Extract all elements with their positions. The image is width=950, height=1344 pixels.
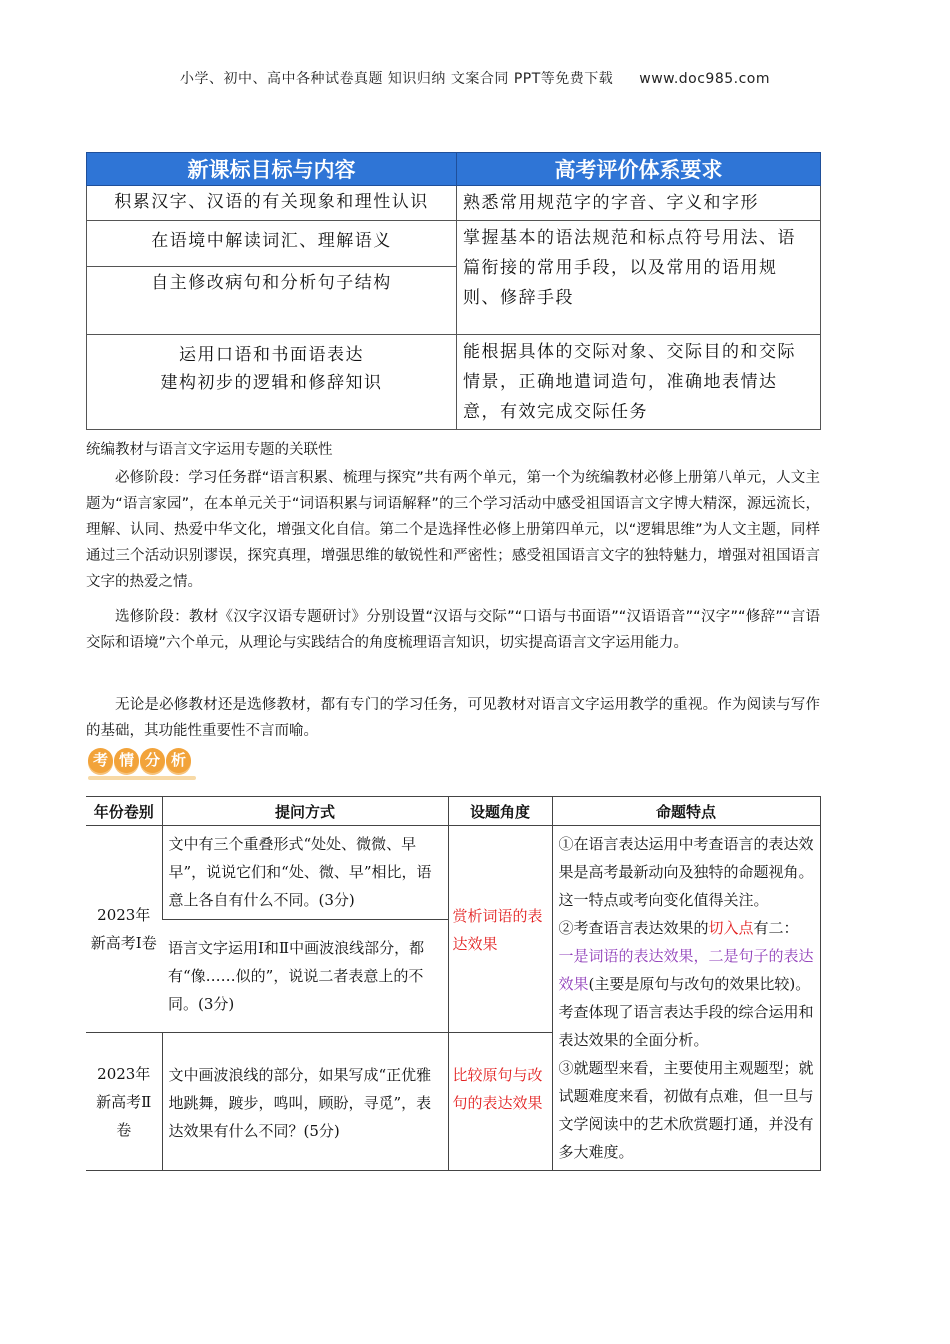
year-cell: 2023年新高考Ⅰ卷 [86,826,162,1033]
feature-text: (主要是原句与改句的效果比较)。考查体现了语言表达手段的综合运用和表达效果的全面分析。 [558,975,814,1049]
badge-char: 析 [166,748,191,773]
badge-char: 情 [114,748,139,773]
standards-table [86,152,821,430]
question-cell: 文中画波浪线的部分，如果写成“正优雅地跳舞，踱步，鸣叫，顾盼，寻觅”，表达效果有什么不同？(5分) [162,1033,448,1171]
analysis-header: 设题角度 [448,797,552,826]
year-cell: 2023年新高考Ⅱ卷 [86,1033,162,1171]
standards-left-cell: 在语境中解读词汇、理解语义 [87,221,457,267]
standards-left-cell: 自主修改病句和分析句子结构 [87,267,457,335]
angle-cell: 赏析词语的表达效果 [448,826,552,1033]
question-cell: 语言文字运用Ⅰ和Ⅱ中画波浪线部分，都有“像……似的”，说说二者表意上的不同。(3分) [162,920,448,1033]
header-text: 小学、初中、高中各种试卷真题 知识归纳 文案合同 PPT等免费下载 [179,71,614,87]
angle-cell: 比较原句与改句的表达效果 [448,1033,552,1171]
standards-right-cell: 熟悉常用规范字的字音、字义和字形 [457,186,821,221]
analysis-table [86,796,821,1171]
analysis-header: 年份卷别 [86,797,162,826]
standards-left-line: 运用口语和书面语表达 [179,345,364,365]
standards-right-cell: 能根据具体的交际对象、交际目的和交际情景，正确地遣词造句，准确地表情达意，有效完成交际任务 [457,335,821,430]
standards-left-cell [87,335,457,430]
badge-char: 分 [140,748,165,773]
section-caption: 统编教材与语言文字运用专题的关联性 [86,442,333,458]
badge-char: 考 [88,748,113,773]
analysis-header: 命题特点 [552,797,820,826]
feature-cell [552,826,820,1171]
feature-text: 有二： [753,919,799,937]
feature-text: ③就题型来看，主要使用主观题型；就试题难度来看，初做有点难，但一旦与文学阅读中的艺术欣赏题打通，并没有多大难度。 [558,1059,814,1161]
paragraph: 选修阶段：教材《汉字汉语专题研讨》分别设置“汉语与交际”“口语与书面语”“汉语语音”“汉字”“修辞”“言语交际和语境”六个单元，从理论与实践结合的角度梳理语言知识，切实提高语言文字运用能力。 [86,609,820,651]
standards-right-cell: 掌握基本的语法规范和标点符号用法、语篇衔接的常用手段，以及常用的语用规则、修辞手段 [457,221,821,335]
feature-text: ①在语言表达运用中考查语言的表达效果是高考最新动向及独特的命题视角。这一特点或考向变化值得关注。 [558,835,814,909]
feature-text: ②考查语言表达效果的 [558,919,709,937]
standards-left-line: 建构初步的逻辑和修辞知识 [160,373,383,393]
standards-header-right: 高考评价体系要求 [457,153,821,186]
feature-highlight: 切入点 [708,919,754,937]
header-site[interactable]: www.doc985.com [639,71,771,87]
paragraph: 无论是必修教材还是选修教材，都有专门的学习任务，可见教材对语言文字运用教学的重视。作为阅读与写作的基础，其功能性重要性不言而喻。 [86,697,820,739]
section-badge [88,748,198,782]
standards-header-left: 新课标目标与内容 [87,153,457,186]
paragraph: 必修阶段：学习任务群“语言积累、梳理与探究”共有两个单元，第一个为统编教材必修上册第八单元，人文主题为“语言家园”，在本单元关于“词语积累与词语解释”的三个学习活动中感受祖国语言文字博大精深，源远流长，理解、认同、热爱中华文化，增强文化自信。第二个是选择性必修上册第四单元，以“逻辑思维”为人文主题，同样通过三个活动识别谬误，探究真理，增强思维的敏锐性和严密性；感受祖国语言文字的独特魅力，增强对祖国语言文字的热爱之情。 [86,470,820,590]
page-header [0,68,950,88]
analysis-header: 提问方式 [162,797,448,826]
badge-underline [88,776,196,780]
standards-left-cell: 积累汉字、汉语的有关现象和理性认识 [87,186,457,221]
question-cell: 文中有三个重叠形式“处处、微微、早早”，说说它们和“处、微、早”相比，语意上各自有什么不同。(3分) [162,826,448,920]
feature-highlight: 一是词语的表达效果，二是句子的表达效果 [558,947,814,993]
